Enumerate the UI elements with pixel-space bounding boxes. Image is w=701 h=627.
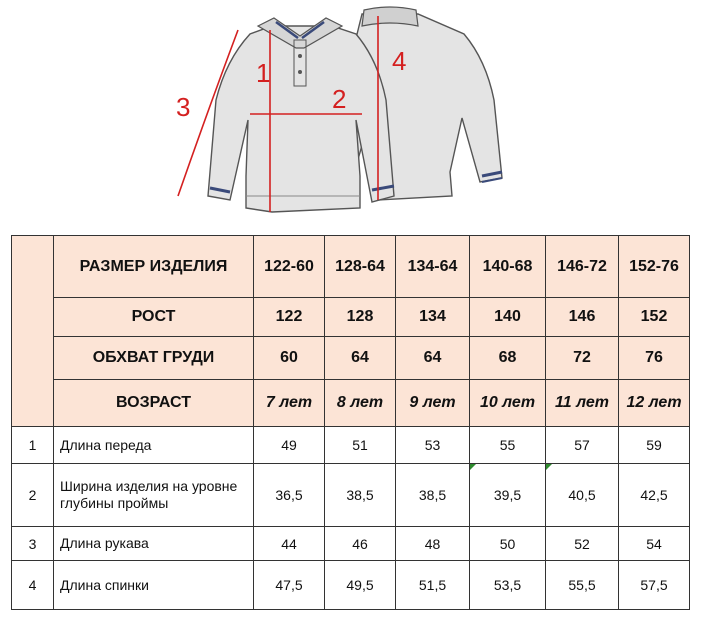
table-row xyxy=(12,527,690,561)
header-value: 140 xyxy=(470,298,546,337)
cell-value: 48 xyxy=(396,527,470,561)
header-label: РОСТ xyxy=(54,298,254,337)
header-row-height xyxy=(12,298,690,337)
marker-2: 2 xyxy=(332,84,347,114)
header-value: 122-60 xyxy=(254,236,325,298)
cell-value: 51 xyxy=(325,427,396,464)
row-label: Длина переда xyxy=(54,427,254,464)
header-value: 146 xyxy=(546,298,619,337)
cell-value: 57,5 xyxy=(619,561,690,610)
header-label: РАЗМЕР ИЗДЕЛИЯ xyxy=(54,236,254,298)
header-value: 64 xyxy=(325,337,396,380)
header-value: 72 xyxy=(546,337,619,380)
header-value: 122 xyxy=(254,298,325,337)
header-corner-cell xyxy=(12,236,54,427)
cell-value: 53 xyxy=(396,427,470,464)
row-label: Длина рукава xyxy=(54,527,254,561)
cell-value: 36,5 xyxy=(254,464,325,527)
cell-value: 59 xyxy=(619,427,690,464)
cell-value: 39,5 xyxy=(470,464,546,527)
header-value: 68 xyxy=(470,337,546,380)
header-value: 152 xyxy=(619,298,690,337)
header-label: ОБХВАТ ГРУДИ xyxy=(54,337,254,380)
cell-value: 50 xyxy=(470,527,546,561)
cell-value: 40,5 xyxy=(546,464,619,527)
header-row-age xyxy=(12,380,690,427)
table-row xyxy=(12,464,690,527)
cell-value: 53,5 xyxy=(470,561,546,610)
cell-value: 52 xyxy=(546,527,619,561)
header-value: 9 лет xyxy=(396,380,470,427)
row-number: 3 xyxy=(12,527,54,561)
header-value: 10 лет xyxy=(470,380,546,427)
cell-value: 55,5 xyxy=(546,561,619,610)
header-value: 7 лет xyxy=(254,380,325,427)
header-value: 8 лет xyxy=(325,380,396,427)
header-value: 60 xyxy=(254,337,325,380)
header-value: 146-72 xyxy=(546,236,619,298)
header-value: 134 xyxy=(396,298,470,337)
header-row-chest xyxy=(12,337,690,380)
header-label: ВОЗРАСТ xyxy=(54,380,254,427)
size-table xyxy=(11,235,690,610)
header-row-size xyxy=(12,236,690,298)
header-value: 128-64 xyxy=(325,236,396,298)
cell-value: 49 xyxy=(254,427,325,464)
row-number: 1 xyxy=(12,427,54,464)
cell-value: 57 xyxy=(546,427,619,464)
table-row xyxy=(12,427,690,464)
cell-value: 42,5 xyxy=(619,464,690,527)
cell-value: 44 xyxy=(254,527,325,561)
cell-value: 54 xyxy=(619,527,690,561)
table-row xyxy=(12,561,690,610)
row-label: Ширина изделия на уровне глубины проймы xyxy=(54,464,254,527)
cell-value: 51,5 xyxy=(396,561,470,610)
row-label: Длина спинки xyxy=(54,561,254,610)
header-value: 128 xyxy=(325,298,396,337)
cell-value: 46 xyxy=(325,527,396,561)
marker-3: 3 xyxy=(176,92,191,122)
header-value: 11 лет xyxy=(546,380,619,427)
header-value: 140-68 xyxy=(470,236,546,298)
header-value: 152-76 xyxy=(619,236,690,298)
row-number: 4 xyxy=(12,561,54,610)
marker-4: 4 xyxy=(392,46,407,76)
header-value: 64 xyxy=(396,337,470,380)
garment-illustration xyxy=(0,0,701,230)
header-value: 12 лет xyxy=(619,380,690,427)
marker-1: 1 xyxy=(256,58,271,88)
row-number: 2 xyxy=(12,464,54,527)
cell-value: 38,5 xyxy=(396,464,470,527)
front-view-shirt xyxy=(208,18,394,212)
cell-value: 49,5 xyxy=(325,561,396,610)
cell-value: 47,5 xyxy=(254,561,325,610)
header-value: 134-64 xyxy=(396,236,470,298)
cell-value: 55 xyxy=(470,427,546,464)
header-value: 76 xyxy=(619,337,690,380)
cell-value: 38,5 xyxy=(325,464,396,527)
